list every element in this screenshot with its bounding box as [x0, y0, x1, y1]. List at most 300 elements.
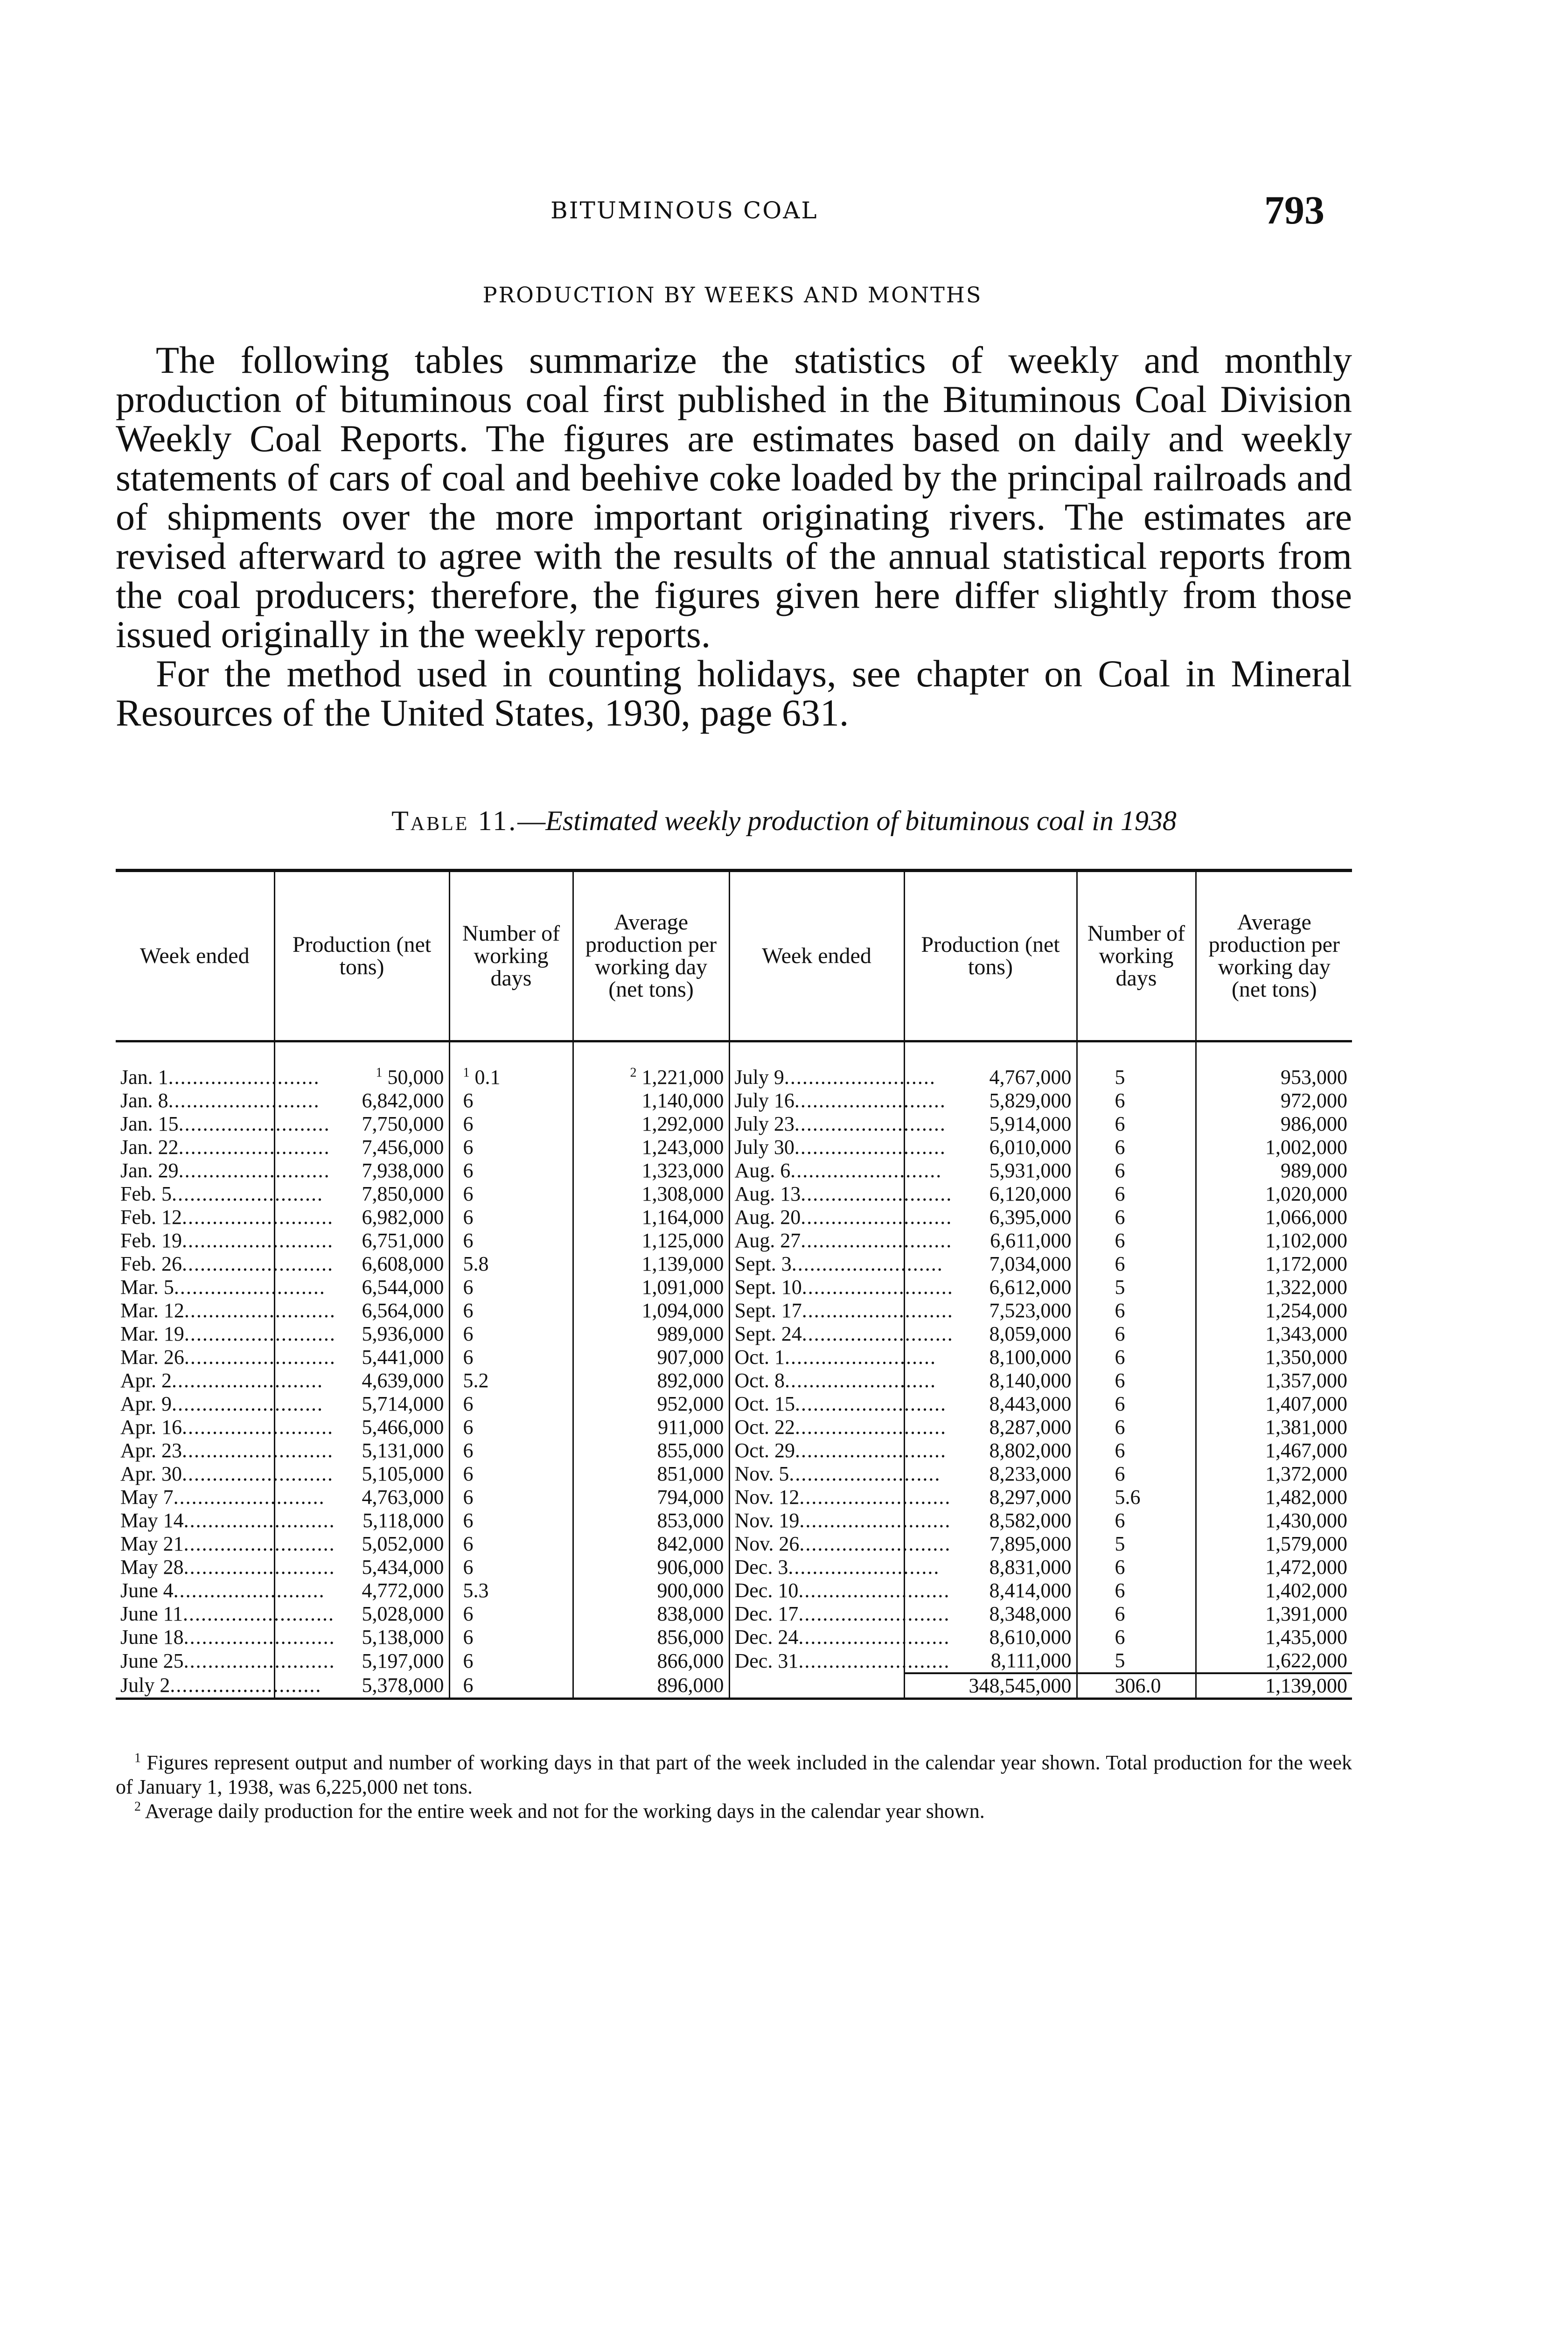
- leader-dots: .........................: [178, 1112, 330, 1135]
- week-cell: [729, 1649, 950, 1673]
- days-cell: [1077, 1649, 1196, 1673]
- week-cell: [729, 1206, 953, 1229]
- week-label: Dec. 17: [734, 1602, 799, 1625]
- production-cell-value: 5,931,000: [989, 1159, 1072, 1182]
- week-cell: [116, 1462, 334, 1486]
- average-cell: [573, 1136, 729, 1159]
- days-cell-value: 6: [1115, 1182, 1125, 1205]
- production-cell-value: 8,100,000: [989, 1346, 1072, 1369]
- average-cell-value: 953,000: [1281, 1066, 1347, 1089]
- days-cell-value: 6: [1115, 1439, 1125, 1462]
- table-row: [116, 1486, 1352, 1509]
- production-cell-value: 5,714,000: [362, 1392, 444, 1415]
- leader-dots: .........................: [178, 1159, 330, 1182]
- production-cell-value: 5,829,000: [989, 1089, 1072, 1112]
- week-label: Jan. 1: [120, 1066, 168, 1089]
- production-cell-value: 50,000: [387, 1066, 444, 1089]
- week-cell: [116, 1182, 323, 1206]
- col-header-production: Production (net tons): [274, 871, 449, 1041]
- days-cell-value: 6: [463, 1346, 474, 1369]
- days-cell-value: 6: [463, 1089, 474, 1112]
- production-cell-value: 5,441,000: [362, 1346, 444, 1369]
- week-cell: [116, 1346, 336, 1369]
- average-cell-value: 1,002,000: [1265, 1136, 1347, 1159]
- table-header-row: [116, 871, 1352, 1041]
- week-label: Aug. 27: [734, 1229, 801, 1252]
- average-cell-value: 1,254,000: [1265, 1299, 1347, 1322]
- col-header-week: Week ended: [116, 871, 274, 1041]
- week-label: Apr. 16: [120, 1416, 182, 1439]
- table-row: [116, 1182, 1352, 1206]
- average-cell-value: 1,292,000: [641, 1112, 724, 1135]
- days-cell-value: 6: [1115, 1112, 1125, 1135]
- week-label: Oct. 1: [734, 1346, 785, 1369]
- days-cell-value: 6: [1115, 1626, 1125, 1648]
- week-label: Mar. 19: [120, 1322, 184, 1345]
- week-cell: [729, 1626, 950, 1649]
- days-cell: [449, 1626, 573, 1649]
- days-cell-value: 6: [463, 1276, 474, 1299]
- week-cell: [116, 1579, 325, 1602]
- production-cell-value: 6,608,000: [362, 1252, 444, 1275]
- average-cell: [573, 1416, 729, 1439]
- week-cell: [116, 1136, 330, 1159]
- week-cell: [116, 1299, 336, 1322]
- leader-dots: .........................: [795, 1416, 947, 1439]
- average-cell-value: 1,140,000: [641, 1089, 724, 1112]
- production-cell-value: 5,028,000: [362, 1602, 444, 1625]
- days-cell: [1077, 1462, 1196, 1486]
- days-cell-value: 5.3: [463, 1579, 489, 1602]
- average-cell: [1196, 1556, 1352, 1579]
- days-cell-value: 6: [463, 1462, 474, 1485]
- days-cell: [449, 1252, 573, 1276]
- average-cell-value: 1,091,000: [641, 1276, 724, 1299]
- leader-dots: .........................: [182, 1416, 334, 1439]
- production-cell-value: 4,767,000: [989, 1066, 1072, 1089]
- table-row: [116, 1579, 1352, 1602]
- days-cell: [1077, 1392, 1196, 1416]
- days-cell-value: 6: [463, 1602, 474, 1625]
- days-cell-value: 6: [463, 1322, 474, 1345]
- days-cell-value: 5.6: [1115, 1486, 1141, 1509]
- average-cell: [1196, 1346, 1352, 1369]
- week-cell: [729, 1182, 953, 1206]
- leader-dots: .........................: [801, 1229, 953, 1252]
- days-cell: [1077, 1486, 1196, 1509]
- leader-dots: .........................: [785, 1369, 937, 1392]
- average-cell: [573, 1369, 729, 1392]
- days-cell: [1077, 1159, 1196, 1182]
- leader-dots: .........................: [799, 1486, 951, 1509]
- production-cell-value: 8,802,000: [989, 1439, 1072, 1462]
- days-cell-value: 6: [463, 1392, 474, 1415]
- average-cell: [1196, 1649, 1352, 1673]
- days-cell-value: 6: [463, 1112, 474, 1135]
- production-cell-value: 5,118,000: [362, 1509, 444, 1532]
- production-cell-value: 5,936,000: [362, 1322, 444, 1345]
- average-cell-value: 1,125,000: [641, 1229, 724, 1252]
- production-cell-value: 8,582,000: [989, 1509, 1072, 1532]
- footnote-1: [116, 1751, 1352, 1799]
- production-cell-value: 6,751,000: [362, 1229, 444, 1252]
- days-cell-value: 6: [463, 1206, 474, 1229]
- average-cell: [1196, 1369, 1352, 1392]
- average-cell-value: 1,381,000: [1265, 1416, 1347, 1439]
- week-cell: [116, 1532, 335, 1556]
- footnote-ref: 1: [376, 1065, 383, 1080]
- days-cell: [1077, 1276, 1196, 1299]
- average-cell-value: 906,000: [657, 1556, 724, 1579]
- average-cell-value: 972,000: [1281, 1089, 1347, 1112]
- week-cell: [729, 1462, 941, 1486]
- production-cell-value: 7,850,000: [362, 1182, 444, 1205]
- average-cell-value: 1,308,000: [641, 1182, 724, 1205]
- table-row: [116, 1252, 1352, 1276]
- leader-dots: .........................: [798, 1649, 950, 1672]
- days-cell-value: 6: [1115, 1159, 1125, 1182]
- average-cell: [573, 1532, 729, 1556]
- leader-dots: .........................: [790, 1159, 942, 1182]
- days-cell: [449, 1649, 573, 1673]
- average-cell-value: 794,000: [657, 1486, 724, 1509]
- table-row: [116, 1556, 1352, 1579]
- table-row: [116, 1602, 1352, 1626]
- days-cell: [449, 1041, 573, 1090]
- average-cell: [1196, 1579, 1352, 1602]
- days-cell: [1077, 1416, 1196, 1439]
- average-cell: [573, 1392, 729, 1416]
- footnote-ref: 1: [463, 1065, 470, 1080]
- week-label: Mar. 26: [120, 1346, 184, 1369]
- week-label: Aug. 13: [734, 1182, 801, 1205]
- leader-dots: .........................: [798, 1602, 950, 1625]
- week-cell: [116, 1673, 322, 1699]
- week-label: Feb. 19: [120, 1229, 182, 1252]
- average-cell: [573, 1579, 729, 1602]
- week-cell: [116, 1089, 320, 1112]
- production-cell-value: 5,378,000: [362, 1674, 444, 1697]
- leader-dots: .........................: [799, 1509, 951, 1532]
- week-label: Nov. 12: [734, 1486, 800, 1509]
- leader-dots: .........................: [184, 1346, 336, 1369]
- days-cell: [1077, 1346, 1196, 1369]
- average-cell-value: 900,000: [657, 1579, 724, 1602]
- total-production-cell-value: 348,545,000: [969, 1674, 1072, 1697]
- production-cell-value: 5,197,000: [362, 1649, 444, 1672]
- footnote-2: [116, 1799, 1352, 1823]
- leader-dots: .........................: [789, 1462, 941, 1485]
- average-cell-value: 1,323,000: [641, 1159, 724, 1182]
- average-cell-value: 1,579,000: [1265, 1532, 1347, 1555]
- week-cell: [729, 1112, 946, 1136]
- days-cell-value: 6: [463, 1439, 474, 1462]
- leader-dots: .........................: [182, 1462, 334, 1485]
- average-cell-value: 1,622,000: [1265, 1649, 1347, 1672]
- average-cell: [573, 1229, 729, 1252]
- table-title: Estimated weekly production of bituminous coal in 1938: [545, 805, 1177, 836]
- average-cell: [573, 1276, 729, 1299]
- days-cell-value: 6: [1115, 1252, 1125, 1275]
- production-cell-value: 4,763,000: [362, 1486, 444, 1509]
- week-cell: [116, 1206, 334, 1229]
- average-cell-value: 853,000: [657, 1509, 724, 1532]
- average-cell: [1196, 1229, 1352, 1252]
- average-cell: [1196, 1509, 1352, 1532]
- week-cell: [729, 1276, 954, 1299]
- days-cell-value: 6: [463, 1229, 474, 1252]
- average-cell-value: 1,172,000: [1265, 1252, 1347, 1275]
- week-label: Dec. 3: [734, 1556, 788, 1579]
- days-cell: [449, 1136, 573, 1159]
- production-cell-value: 6,612,000: [989, 1276, 1072, 1299]
- production-cell-value: 7,895,000: [989, 1532, 1072, 1555]
- week-label: July 23: [734, 1112, 794, 1135]
- week-label: July 30: [734, 1136, 794, 1159]
- days-cell: [1077, 1041, 1196, 1090]
- table-row: [116, 1112, 1352, 1136]
- leader-dots: .........................: [182, 1439, 334, 1462]
- leader-dots: .........................: [172, 1182, 323, 1205]
- days-cell-value: 6: [1115, 1416, 1125, 1439]
- table-row: [116, 1322, 1352, 1346]
- days-cell-value: 6: [463, 1136, 474, 1159]
- week-cell: [729, 1322, 954, 1346]
- section-heading: [0, 282, 1465, 307]
- average-cell: [1196, 1041, 1352, 1090]
- days-cell-value: 6: [463, 1182, 474, 1205]
- week-label: July 16: [734, 1089, 794, 1112]
- production-cell-value: 6,611,000: [990, 1229, 1072, 1252]
- production-cell-value: 7,523,000: [989, 1299, 1072, 1322]
- days-cell-value: 6: [463, 1674, 474, 1697]
- week-cell: [729, 1346, 937, 1369]
- average-cell: [573, 1649, 729, 1673]
- average-cell: [573, 1322, 729, 1346]
- average-cell: [1196, 1159, 1352, 1182]
- leader-dots: .........................: [795, 1439, 947, 1462]
- days-cell: [1077, 1299, 1196, 1322]
- table-caption: [0, 805, 1568, 837]
- average-cell: [1196, 1439, 1352, 1462]
- leader-dots: .........................: [784, 1066, 936, 1089]
- week-label: Mar. 5: [120, 1276, 174, 1299]
- week-cell: [729, 1136, 946, 1159]
- days-cell: [449, 1206, 573, 1229]
- leader-dots: .........................: [168, 1066, 320, 1089]
- leader-dots: .........................: [183, 1556, 335, 1579]
- production-cell-value: 5,466,000: [362, 1416, 444, 1439]
- week-label: Jan. 22: [120, 1136, 179, 1159]
- days-cell-value: 6: [463, 1486, 474, 1509]
- production-cell-value: 7,034,000: [989, 1252, 1072, 1275]
- leader-dots: .........................: [174, 1276, 326, 1299]
- average-cell-value: 1,322,000: [1265, 1276, 1347, 1299]
- days-cell: [1077, 1602, 1196, 1626]
- average-cell-value: 986,000: [1281, 1112, 1347, 1135]
- total-average-cell: [1196, 1673, 1352, 1699]
- table-row: [116, 1136, 1352, 1159]
- average-cell-value: 1,066,000: [1265, 1206, 1347, 1229]
- page-number: 793: [1264, 188, 1324, 232]
- leader-dots: .........................: [801, 1299, 954, 1322]
- days-cell-value: 6: [1115, 1136, 1125, 1159]
- days-cell-value: 6: [1115, 1579, 1125, 1602]
- production-cell-value: 6,564,000: [362, 1299, 444, 1322]
- days-cell-value: 6: [1115, 1346, 1125, 1369]
- week-cell: [116, 1276, 326, 1299]
- average-cell-value: 1,391,000: [1265, 1602, 1347, 1625]
- average-cell-value: 1,343,000: [1265, 1322, 1347, 1345]
- week-cell: [116, 1252, 334, 1276]
- average-cell: [573, 1252, 729, 1276]
- table-row: [116, 1276, 1352, 1299]
- days-cell: [1077, 1136, 1196, 1159]
- production-cell-value: 6,982,000: [362, 1206, 444, 1229]
- days-cell: [449, 1159, 573, 1182]
- average-cell-value: 1,467,000: [1265, 1439, 1347, 1462]
- col-header-production: Production (net tons): [904, 871, 1077, 1041]
- days-cell: [1077, 1112, 1196, 1136]
- week-label: June 25: [120, 1649, 184, 1672]
- days-cell: [1077, 1182, 1196, 1206]
- table-row: [116, 1041, 1352, 1090]
- week-cell: [116, 1112, 330, 1136]
- average-cell-value: 1,402,000: [1265, 1579, 1347, 1602]
- leader-dots: .........................: [182, 1252, 334, 1275]
- col-header-average: Average production per working day (net tons): [1196, 871, 1352, 1041]
- paragraph: For the method used in counting holidays, see chapter on Coal in Mineral Resources of the United States, 1930, page 631.: [116, 652, 1352, 734]
- average-cell: [1196, 1486, 1352, 1509]
- average-cell-value: 842,000: [657, 1532, 724, 1555]
- average-cell: [573, 1159, 729, 1182]
- average-cell-value: 1,435,000: [1265, 1626, 1347, 1648]
- leader-dots: .........................: [184, 1299, 336, 1322]
- average-cell-value: 989,000: [1281, 1159, 1347, 1182]
- days-cell-value: 6: [1115, 1206, 1125, 1229]
- week-cell: [116, 1229, 334, 1252]
- running-head: [0, 187, 1568, 232]
- average-cell: [573, 1486, 729, 1509]
- average-cell-value: 952,000: [657, 1392, 724, 1415]
- days-cell-value: 6: [463, 1159, 474, 1182]
- production-cell-value: 8,287,000: [989, 1416, 1072, 1439]
- days-cell-value: 6: [463, 1299, 474, 1322]
- leader-dots: .........................: [183, 1602, 335, 1625]
- footnote-mark: 1: [134, 1751, 141, 1766]
- leader-dots: .........................: [184, 1322, 336, 1345]
- average-cell-value: 1,221,000: [641, 1066, 724, 1089]
- production-cell-value: 7,456,000: [362, 1136, 444, 1159]
- average-cell-value: 911,000: [658, 1416, 724, 1439]
- table-row: [116, 1673, 1352, 1699]
- average-cell: [1196, 1532, 1352, 1556]
- average-cell: [1196, 1299, 1352, 1322]
- week-cell: [116, 1416, 334, 1439]
- table-row: [116, 1462, 1352, 1486]
- leader-dots: .........................: [183, 1626, 335, 1648]
- week-label: Jan. 8: [120, 1089, 168, 1112]
- average-cell: [573, 1112, 729, 1136]
- days-cell-value: 6: [463, 1532, 474, 1555]
- leader-dots: .........................: [794, 1112, 946, 1135]
- days-cell-value: 5: [1115, 1066, 1125, 1089]
- table-row: [116, 1416, 1352, 1439]
- week-label: Feb. 5: [120, 1182, 172, 1205]
- average-cell-value: 1,139,000: [641, 1252, 724, 1275]
- days-cell-value: 5.8: [463, 1252, 489, 1275]
- average-cell: [573, 1673, 729, 1699]
- days-cell-value: 6: [1115, 1556, 1125, 1579]
- days-cell-value: 6: [1115, 1229, 1125, 1252]
- days-cell: [1077, 1089, 1196, 1112]
- week-cell: [729, 1089, 946, 1112]
- days-cell: [1077, 1556, 1196, 1579]
- days-cell-value: 6: [463, 1556, 474, 1579]
- week-label: Nov. 5: [734, 1462, 789, 1485]
- days-cell-value: 6: [1115, 1322, 1125, 1345]
- week-label: Apr. 2: [120, 1369, 172, 1392]
- week-label: Sept. 24: [734, 1322, 802, 1345]
- average-cell-value: 838,000: [657, 1602, 724, 1625]
- average-cell: [573, 1041, 729, 1090]
- week-cell: [729, 1509, 951, 1532]
- days-cell-value: 6: [463, 1509, 474, 1532]
- production-cell-value: 6,010,000: [989, 1136, 1072, 1159]
- week-cell: [729, 1299, 954, 1322]
- week-label: June 18: [120, 1626, 184, 1648]
- production-cell-value: 8,348,000: [989, 1602, 1072, 1625]
- average-cell: [573, 1509, 729, 1532]
- average-cell-value: 855,000: [657, 1439, 724, 1462]
- week-cell: [729, 1673, 904, 1699]
- average-cell: [1196, 1416, 1352, 1439]
- week-cell: [729, 1602, 950, 1626]
- days-cell-value: 6: [463, 1626, 474, 1648]
- production-cell-value: 7,938,000: [362, 1159, 444, 1182]
- production-cell-value: 5,914,000: [989, 1112, 1072, 1135]
- days-cell: [1077, 1579, 1196, 1602]
- days-cell: [449, 1509, 573, 1532]
- week-label: Nov. 26: [734, 1532, 800, 1555]
- leader-dots: .........................: [788, 1556, 940, 1579]
- week-label: Nov. 19: [734, 1509, 800, 1532]
- days-cell-value: 5: [1115, 1649, 1125, 1672]
- footnote-mark: 2: [134, 1799, 141, 1814]
- running-title: BITUMINOUS COAL: [551, 197, 818, 224]
- week-cell: [729, 1252, 943, 1276]
- week-cell: [116, 1649, 335, 1673]
- week-label: July 2: [120, 1674, 170, 1697]
- week-cell: [116, 1602, 335, 1626]
- week-label: May 28: [120, 1556, 184, 1579]
- leader-dots: .........................: [791, 1252, 943, 1275]
- average-cell-value: 1,094,000: [641, 1299, 724, 1322]
- average-cell-value: 1,372,000: [1265, 1462, 1347, 1485]
- average-cell: [573, 1462, 729, 1486]
- week-label: Jan. 15: [120, 1112, 179, 1135]
- average-cell-value: 1,164,000: [641, 1206, 724, 1229]
- production-cell-value: 4,639,000: [362, 1369, 444, 1392]
- days-cell: [449, 1369, 573, 1392]
- days-cell: [1077, 1439, 1196, 1462]
- total-production-cell: [904, 1673, 1077, 1699]
- footnote-text: Figures represent output and number of working days in that part of the week included in the calendar year shown. Total production for the week of January 1, 1938, was 6,225,000 net tons.: [116, 1751, 1352, 1798]
- days-cell-value: 6: [1115, 1462, 1125, 1485]
- days-cell: [1077, 1206, 1196, 1229]
- days-cell: [449, 1673, 573, 1699]
- footnote-ref: 2: [630, 1065, 637, 1080]
